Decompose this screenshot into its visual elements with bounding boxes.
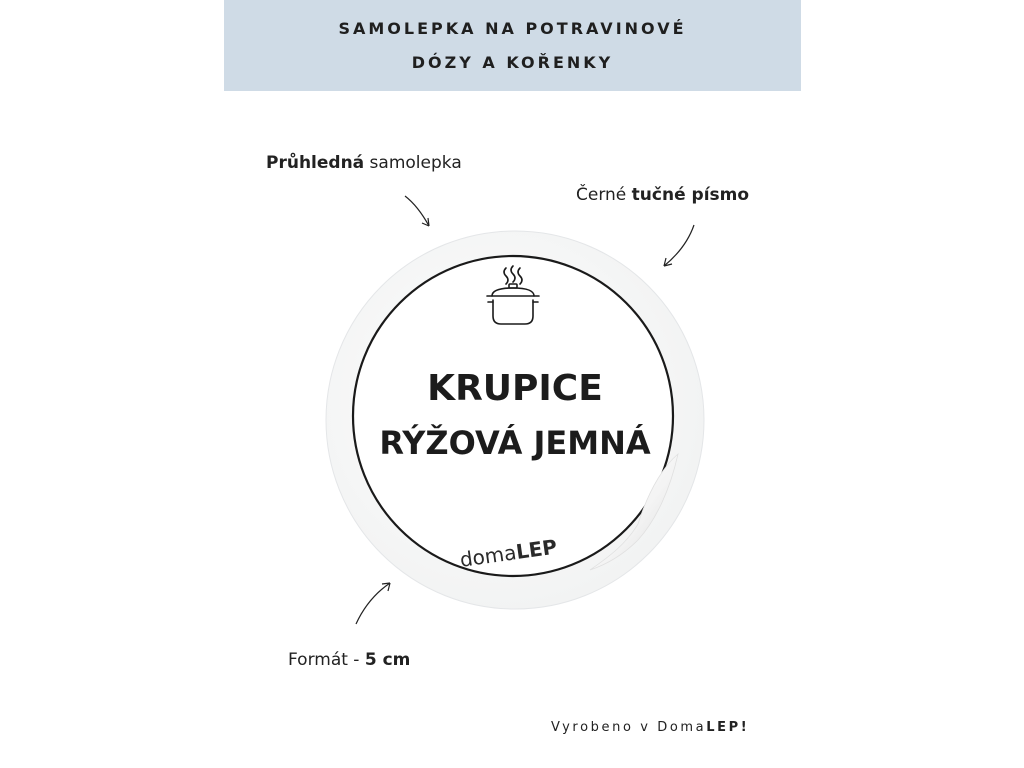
sticker [320, 228, 710, 618]
sticker-label-line-2: RÝŽOVÁ JEMNÁ [379, 424, 651, 462]
footer-made-by [551, 720, 749, 735]
arrow-icon-transparent [400, 192, 440, 232]
sticker-ring [353, 256, 673, 576]
footer-plain: Vyrobeno v Doma [551, 720, 707, 735]
note-font-plain: Černé [576, 185, 632, 205]
note-font-bold: tučné písmo [631, 185, 750, 205]
title-banner [224, 0, 801, 91]
note-format-plain: Formát - [288, 650, 365, 670]
footer-bold: LEP! [706, 720, 750, 735]
note-format [288, 650, 410, 670]
banner-title-line-2: DÓZY A KOŘENKY [411, 52, 614, 72]
note-transparent-rest: samolepka [364, 153, 462, 173]
sticker-label-line-1: KRUPICE [427, 368, 603, 409]
note-bold-font [576, 185, 749, 205]
brand-plain: doma [458, 540, 518, 572]
brand-bold: LEP [514, 534, 559, 564]
note-transparent-sticker [266, 153, 462, 173]
note-transparent-bold: Průhledná [266, 153, 365, 173]
banner-title-line-1: SAMOLEPKA NA POTRAVINOVÉ [338, 18, 687, 38]
note-format-bold: 5 cm [364, 650, 411, 670]
